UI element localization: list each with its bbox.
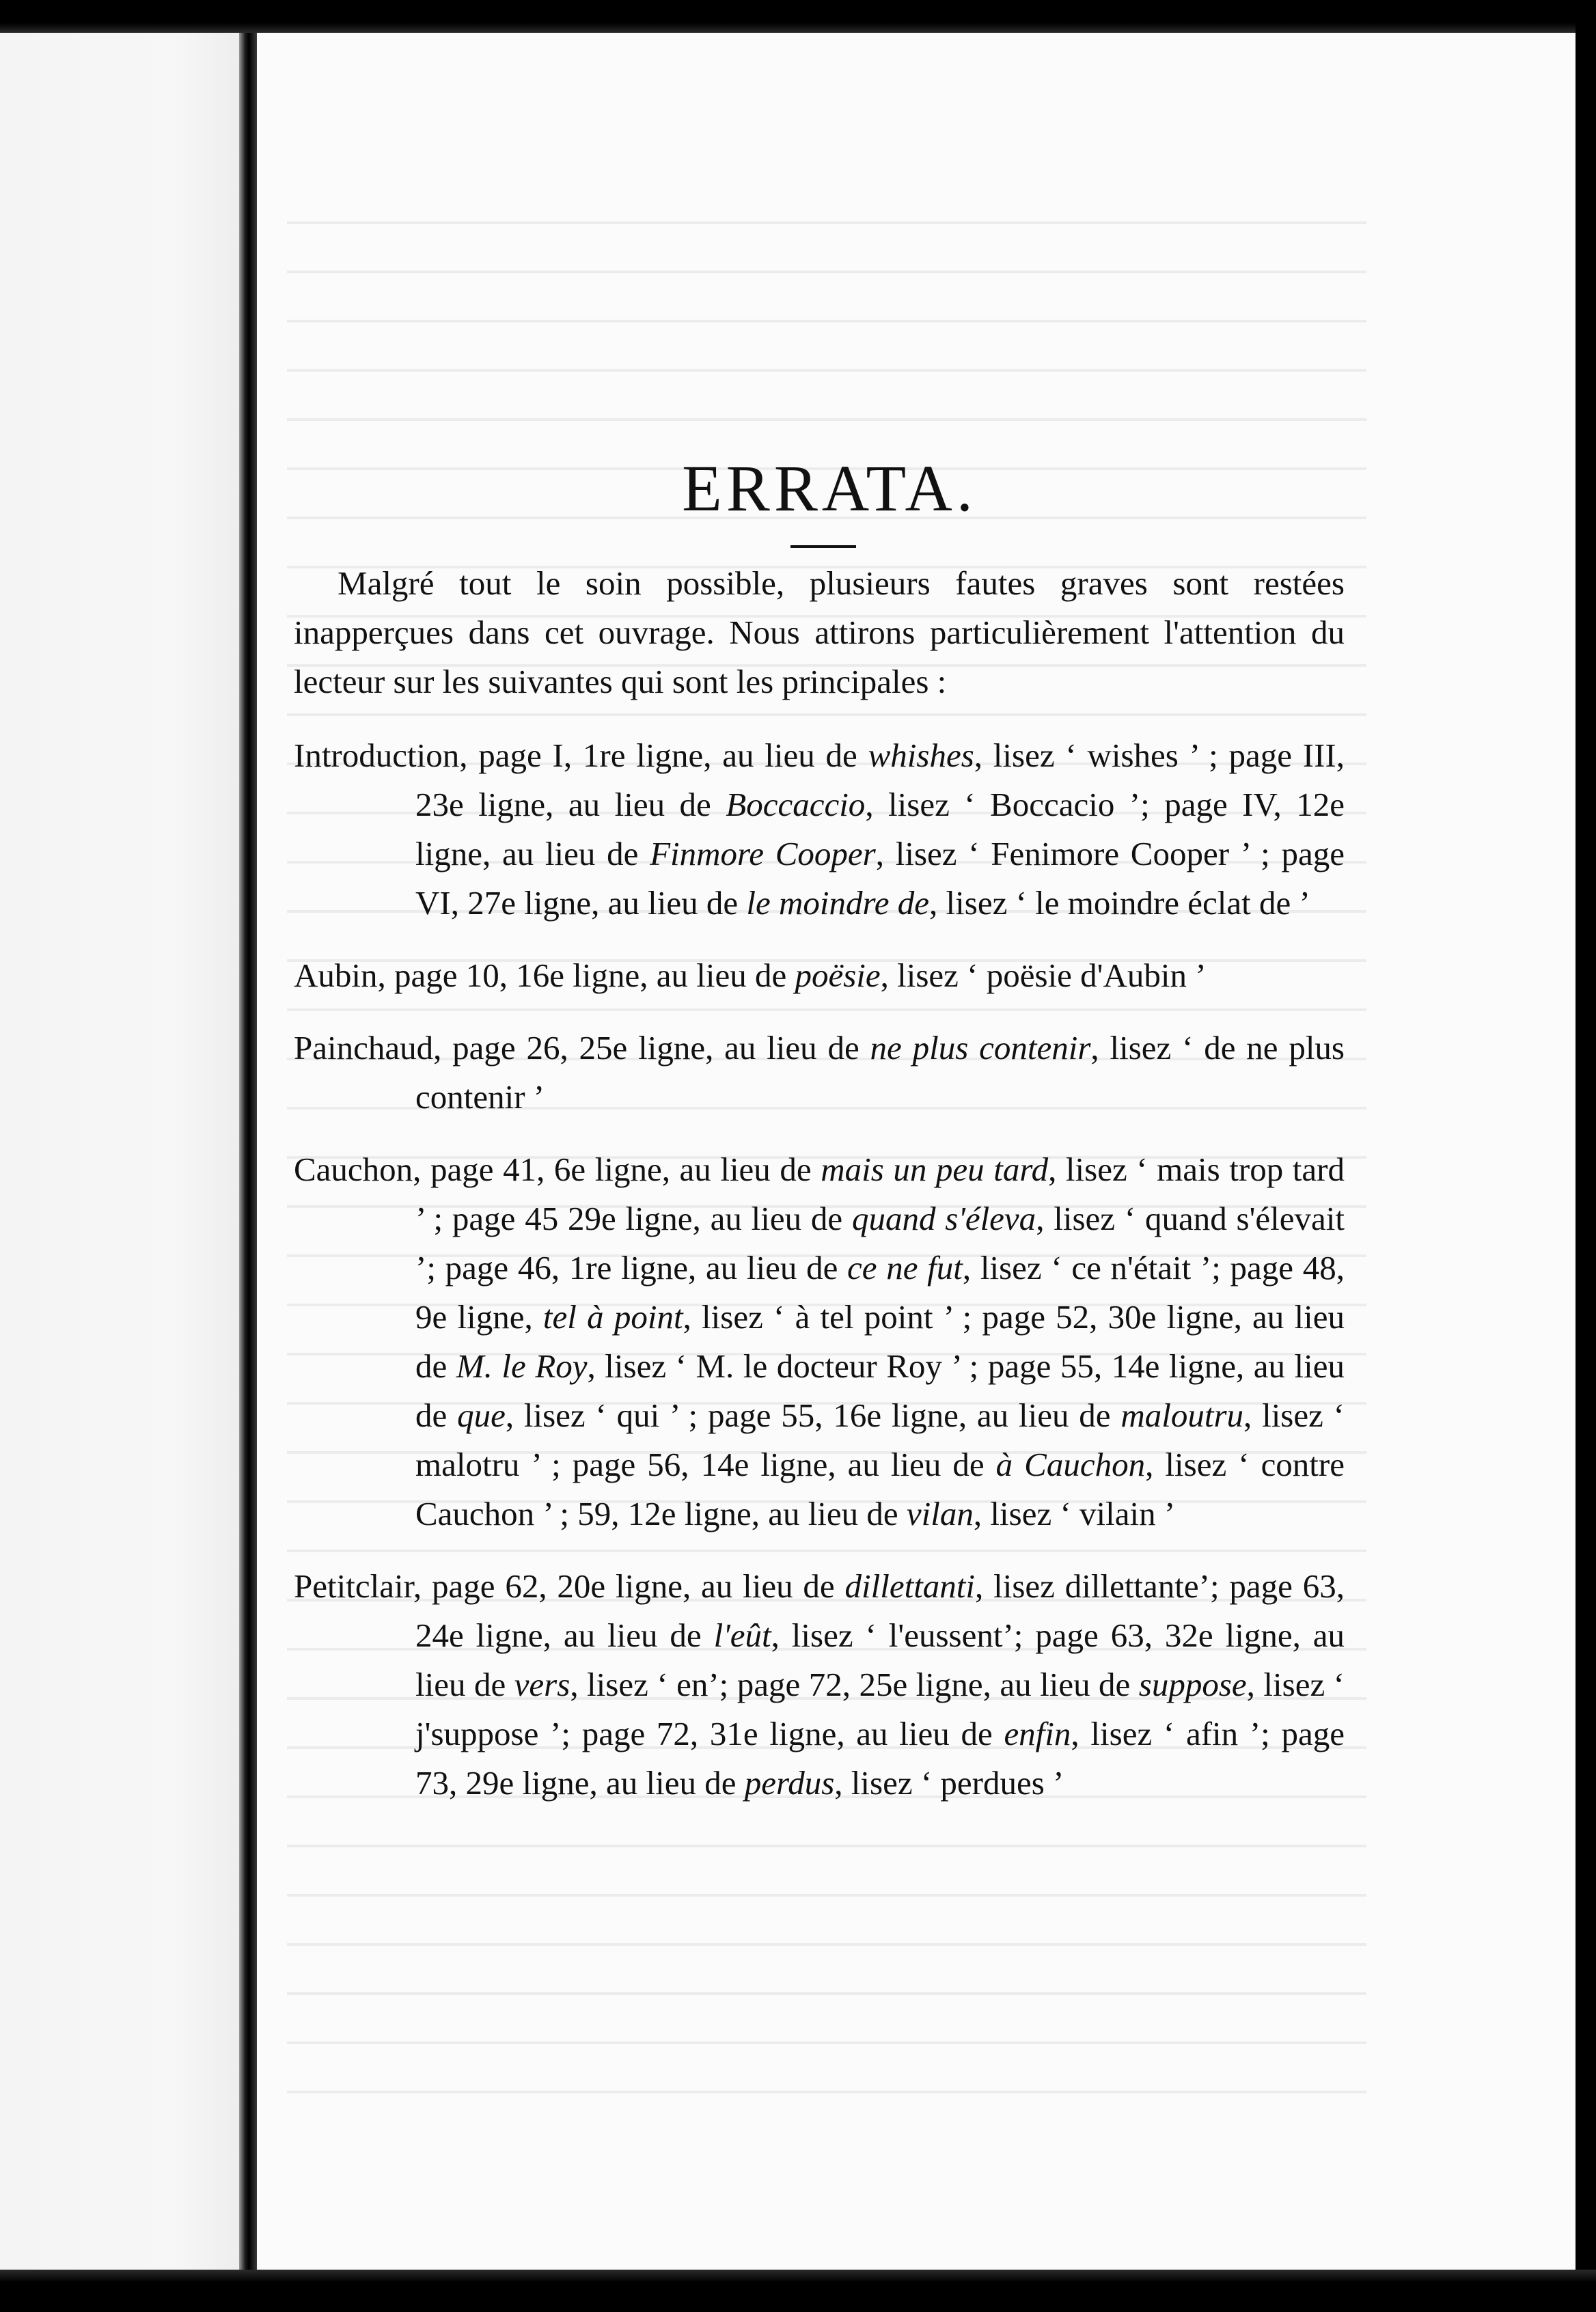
entry-text: , lisez ‘ qui ’ ; page 55, 16e ligne, au lieu de	[505, 1396, 1121, 1434]
entry-text: , lisez ‘ de ne plus contenir ’	[415, 1029, 1345, 1116]
erroneous-text: enfin	[1004, 1715, 1071, 1752]
erroneous-text: dillettanti	[844, 1567, 976, 1605]
errata-entry	[294, 731, 1345, 928]
entry-text: Petitclair, page 62, 20e ligne, au lieu de	[294, 1567, 845, 1605]
entry-text: , lisez ‘ l'eussent’; page 63, 32e ligne, au lieu de	[415, 1616, 1345, 1703]
erroneous-text: Boccaccio	[726, 786, 866, 823]
entry-text: , lisez ‘ le moindre éclat de ’	[929, 884, 1310, 922]
book-gutter	[239, 33, 257, 2270]
erroneous-text: l'eût	[713, 1616, 771, 1654]
errata-content	[294, 451, 1345, 1808]
entry-text: , lisez ‘ afin ’; page 73, 29e ligne, au lieu de	[415, 1715, 1345, 1802]
entry-text: , lisez ‘ M. le docteur Roy ’ ; page 55, 14e ligne, au lieu de	[415, 1347, 1345, 1434]
entry-text: , lisez ‘ en’; page 72, 25e ligne, au lieu de	[570, 1666, 1139, 1703]
erroneous-text: quand s'éleva	[851, 1200, 1036, 1237]
errata-entry	[294, 1023, 1345, 1122]
erroneous-text: vilan	[906, 1495, 974, 1532]
erroneous-text: le moindre de	[746, 884, 930, 922]
erroneous-text: tel à point	[542, 1298, 683, 1336]
erroneous-text: vers	[514, 1666, 570, 1703]
erroneous-text: M. le Roy	[456, 1347, 588, 1385]
entry-text: , lisez ‘ perdues ’	[834, 1764, 1064, 1802]
erroneous-text: maloutru	[1120, 1396, 1244, 1434]
entry-text: Aubin, page 10, 16e ligne, au lieu de	[294, 957, 795, 994]
entry-text: , lisez ‘ à tel point ’ ; page 52, 30e ligne, au lieu de	[415, 1298, 1345, 1385]
entry-text: , lisez ‘ malotru ’ ; page 56, 14e ligne, au lieu de	[415, 1396, 1345, 1483]
errata-entry	[294, 1145, 1345, 1539]
entry-text: Painchaud, page 26, 25e ligne, au lieu de	[294, 1029, 870, 1066]
entry-text: , lisez ‘ ce n'était ’; page 48, 9e ligne,	[415, 1249, 1345, 1336]
entry-text: , lisez dillettante’; page 63, 24e ligne, au lieu de	[415, 1567, 1345, 1654]
erroneous-text: perdus	[744, 1764, 835, 1802]
erroneous-text: que	[457, 1396, 506, 1434]
errata-list	[294, 731, 1345, 1808]
entry-text: , lisez ‘ Boccacio ’; page IV, 12e ligne, au lieu de	[415, 786, 1345, 872]
entry-text: , lisez ‘ contre Cauchon ’ ; 59, 12e ligne, au lieu de	[415, 1446, 1345, 1532]
erroneous-text: whishes	[868, 737, 974, 774]
erroneous-text: ne plus contenir	[870, 1029, 1091, 1066]
errata-entry	[294, 951, 1345, 1000]
entry-text: , lisez ‘ mais trop tard ’ ; page 45 29e ligne, au lieu de	[415, 1151, 1345, 1237]
erroneous-text: poësie	[795, 957, 881, 994]
entry-text: Cauchon, page 41, 6e ligne, au lieu de	[294, 1151, 821, 1188]
entry-text: , lisez ‘ quand s'élevait ’; page 46, 1re ligne, au lieu de	[415, 1200, 1345, 1286]
erroneous-text: mais un peu tard	[821, 1151, 1049, 1188]
erroneous-text: ce ne fut	[847, 1249, 963, 1286]
errata-entry	[294, 1562, 1345, 1808]
entry-text: , lisez ‘ j'suppose ’; page 72, 31e ligne, au lieu de	[415, 1666, 1345, 1752]
entry-text: , lisez ‘ wishes ’ ; page III, 23e ligne, au lieu de	[415, 737, 1345, 823]
erroneous-text: suppose	[1138, 1666, 1247, 1703]
erroneous-text: à Cauchon	[995, 1446, 1146, 1483]
entry-text: , lisez ‘ poësie d'Aubin ’	[880, 957, 1207, 994]
page-title: ERRATA.	[682, 452, 977, 525]
erroneous-text: Finmore Cooper	[650, 835, 876, 872]
entry-text: , lisez ‘ Fenimore Cooper ’ ; page VI, 27e ligne, au lieu de	[415, 835, 1345, 922]
entry-text: , lisez ‘ vilain ’	[973, 1495, 1176, 1532]
intro-paragraph: Malgré tout le soin possible, plusieurs fautes graves sont restées inapperçues dans cet ouvrage. Nous attirons particulièrement l'attention du lecteur sur les suivantes qui sont les principales :	[294, 564, 1345, 700]
scan-border-top	[0, 0, 1596, 33]
scan-border-bottom	[0, 2270, 1596, 2312]
scan-border-right	[1576, 0, 1596, 2312]
facing-page-edge	[0, 33, 247, 2270]
title-rule	[790, 545, 856, 548]
entry-text: Introduction, page I, 1re ligne, au lieu de	[294, 737, 868, 774]
